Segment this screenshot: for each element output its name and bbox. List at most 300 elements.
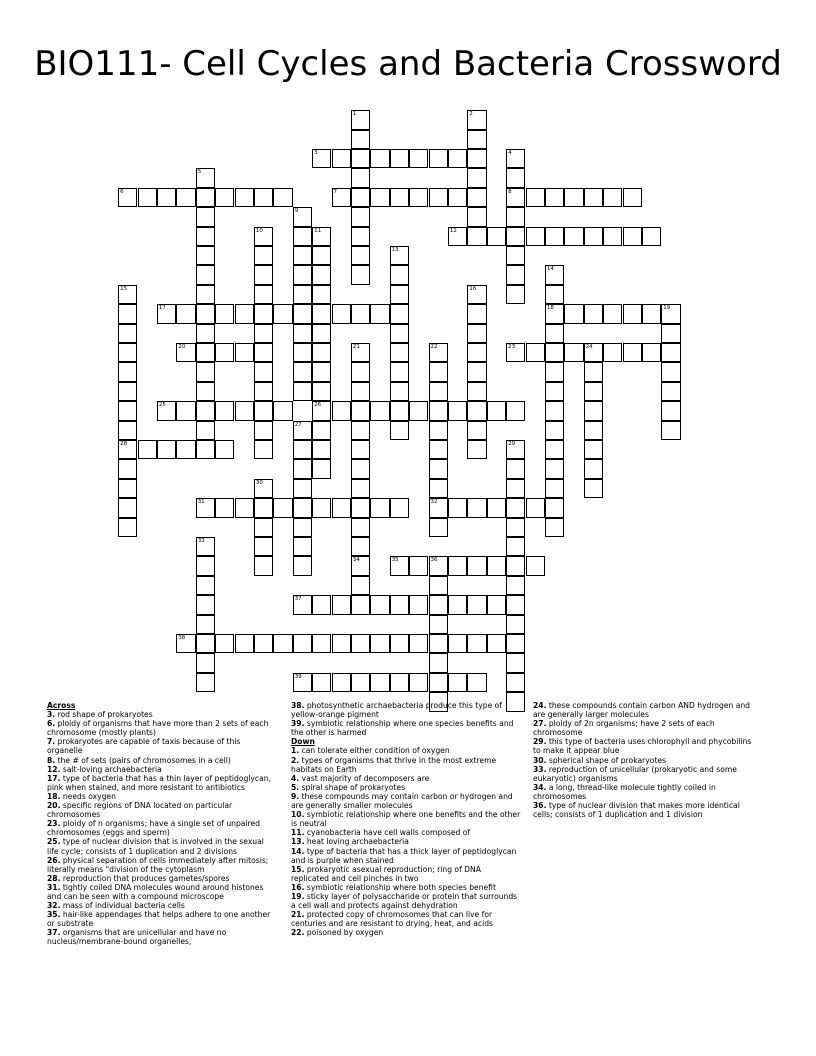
grid-cell[interactable]	[661, 324, 680, 343]
grid-cell[interactable]	[526, 343, 545, 362]
grid-cell[interactable]	[661, 401, 680, 420]
grid-cell[interactable]	[118, 459, 137, 478]
grid-cell[interactable]	[254, 421, 273, 440]
grid-cell[interactable]	[370, 188, 389, 207]
grid-cell[interactable]	[293, 673, 312, 692]
grid-cell[interactable]	[196, 498, 215, 517]
grid-cell[interactable]	[332, 149, 351, 168]
grid-cell[interactable]	[351, 401, 370, 420]
grid-cell[interactable]	[429, 595, 448, 614]
grid-cell[interactable]	[545, 227, 564, 246]
grid-cell[interactable]	[390, 362, 409, 381]
grid-cell[interactable]	[661, 362, 680, 381]
grid-cell[interactable]	[293, 440, 312, 459]
grid-cell[interactable]	[312, 285, 331, 304]
grid-cell[interactable]	[409, 634, 428, 653]
grid-cell[interactable]	[429, 459, 448, 478]
grid-cell[interactable]	[351, 459, 370, 478]
grid-cell[interactable]	[429, 653, 448, 672]
grid-cell[interactable]	[390, 595, 409, 614]
grid-cell[interactable]	[448, 149, 467, 168]
grid-cell[interactable]	[584, 304, 603, 323]
grid-cell[interactable]	[545, 459, 564, 478]
grid-cell[interactable]	[584, 227, 603, 246]
grid-cell[interactable]	[429, 556, 448, 575]
grid-cell[interactable]	[429, 518, 448, 537]
grid-cell[interactable]	[467, 207, 486, 226]
grid-cell[interactable]	[351, 304, 370, 323]
grid-cell[interactable]	[467, 130, 486, 149]
grid-cell[interactable]	[623, 227, 642, 246]
grid-cell[interactable]	[293, 459, 312, 478]
grid-cell[interactable]	[196, 653, 215, 672]
grid-cell[interactable]	[157, 304, 176, 323]
grid-cell[interactable]	[293, 421, 312, 440]
grid-cell[interactable]	[390, 343, 409, 362]
grid-cell[interactable]	[487, 595, 506, 614]
grid-cell[interactable]	[545, 304, 564, 323]
grid-cell[interactable]	[118, 362, 137, 381]
grid-cell[interactable]	[293, 246, 312, 265]
grid-cell[interactable]	[312, 421, 331, 440]
grid-cell[interactable]	[254, 382, 273, 401]
grid-cell[interactable]	[409, 595, 428, 614]
grid-cell[interactable]	[429, 615, 448, 634]
grid-cell[interactable]	[196, 168, 215, 187]
grid-cell[interactable]	[545, 401, 564, 420]
grid-cell[interactable]	[312, 324, 331, 343]
grid-cell[interactable]	[390, 246, 409, 265]
grid-cell[interactable]	[526, 556, 545, 575]
grid-cell[interactable]	[235, 188, 254, 207]
grid-cell[interactable]	[584, 479, 603, 498]
grid-cell[interactable]	[506, 615, 525, 634]
grid-cell[interactable]	[351, 265, 370, 284]
grid-cell[interactable]	[429, 576, 448, 595]
grid-cell[interactable]	[603, 227, 622, 246]
grid-cell[interactable]	[564, 227, 583, 246]
grid-cell[interactable]	[351, 227, 370, 246]
grid-cell[interactable]	[254, 324, 273, 343]
grid-cell[interactable]	[584, 188, 603, 207]
grid-cell[interactable]	[506, 479, 525, 498]
grid-cell[interactable]	[409, 556, 428, 575]
grid-cell[interactable]	[603, 343, 622, 362]
grid-cell[interactable]	[293, 537, 312, 556]
grid-cell[interactable]	[254, 362, 273, 381]
grid-cell[interactable]	[390, 304, 409, 323]
grid-cell[interactable]	[390, 634, 409, 653]
grid-cell[interactable]	[390, 188, 409, 207]
grid-cell[interactable]	[526, 227, 545, 246]
grid-cell[interactable]	[506, 227, 525, 246]
grid-cell[interactable]	[312, 362, 331, 381]
grid-cell[interactable]	[409, 188, 428, 207]
grid-cell[interactable]	[467, 324, 486, 343]
grid-cell[interactable]	[254, 246, 273, 265]
grid-cell[interactable]	[390, 673, 409, 692]
grid-cell[interactable]	[293, 324, 312, 343]
grid-cell[interactable]	[545, 324, 564, 343]
grid-cell[interactable]	[506, 168, 525, 187]
grid-cell[interactable]	[312, 498, 331, 517]
grid-cell[interactable]	[215, 304, 234, 323]
grid-cell[interactable]	[429, 498, 448, 517]
grid-cell[interactable]	[157, 188, 176, 207]
grid-cell[interactable]	[254, 537, 273, 556]
grid-cell[interactable]	[370, 401, 389, 420]
grid-cell[interactable]	[545, 188, 564, 207]
grid-cell[interactable]	[118, 324, 137, 343]
grid-cell[interactable]	[661, 343, 680, 362]
grid-cell[interactable]	[545, 285, 564, 304]
grid-cell[interactable]	[506, 246, 525, 265]
grid-cell[interactable]	[312, 343, 331, 362]
grid-cell[interactable]	[526, 188, 545, 207]
grid-cell[interactable]	[138, 188, 157, 207]
grid-cell[interactable]	[351, 362, 370, 381]
grid-cell[interactable]	[118, 285, 137, 304]
grid-cell[interactable]	[506, 149, 525, 168]
grid-cell[interactable]	[623, 304, 642, 323]
grid-cell[interactable]	[448, 595, 467, 614]
grid-cell[interactable]	[545, 440, 564, 459]
grid-cell[interactable]	[157, 401, 176, 420]
grid-cell[interactable]	[467, 440, 486, 459]
grid-cell[interactable]	[506, 265, 525, 284]
grid-cell[interactable]	[196, 537, 215, 556]
grid-cell[interactable]	[506, 207, 525, 226]
grid-cell[interactable]	[467, 556, 486, 575]
grid-cell[interactable]	[506, 518, 525, 537]
grid-cell[interactable]	[545, 479, 564, 498]
grid-cell[interactable]	[545, 362, 564, 381]
grid-cell[interactable]	[312, 246, 331, 265]
grid-cell[interactable]	[584, 382, 603, 401]
grid-cell[interactable]	[545, 518, 564, 537]
grid-cell[interactable]	[273, 188, 292, 207]
grid-cell[interactable]	[196, 362, 215, 381]
grid-cell[interactable]	[351, 537, 370, 556]
grid-cell[interactable]	[448, 556, 467, 575]
grid-cell[interactable]	[293, 227, 312, 246]
grid-cell[interactable]	[370, 304, 389, 323]
grid-cell[interactable]	[390, 421, 409, 440]
grid-cell[interactable]	[351, 168, 370, 187]
grid-cell[interactable]	[312, 401, 331, 420]
grid-cell[interactable]	[429, 343, 448, 362]
grid-cell[interactable]	[235, 634, 254, 653]
grid-cell[interactable]	[332, 634, 351, 653]
grid-cell[interactable]	[351, 207, 370, 226]
grid-cell[interactable]	[273, 634, 292, 653]
grid-cell[interactable]	[390, 382, 409, 401]
grid-cell[interactable]	[351, 130, 370, 149]
grid-cell[interactable]	[254, 304, 273, 323]
grid-cell[interactable]	[293, 634, 312, 653]
grid-cell[interactable]	[564, 188, 583, 207]
grid-cell[interactable]	[390, 401, 409, 420]
grid-cell[interactable]	[273, 304, 292, 323]
grid-cell[interactable]	[176, 343, 195, 362]
grid-cell[interactable]	[390, 285, 409, 304]
grid-cell[interactable]	[235, 304, 254, 323]
grid-cell[interactable]	[467, 382, 486, 401]
grid-cell[interactable]	[254, 401, 273, 420]
grid-cell[interactable]	[467, 634, 486, 653]
grid-cell[interactable]	[196, 673, 215, 692]
grid-cell[interactable]	[390, 556, 409, 575]
grid-cell[interactable]	[254, 265, 273, 284]
grid-cell[interactable]	[370, 634, 389, 653]
grid-cell[interactable]	[409, 149, 428, 168]
grid-cell[interactable]	[312, 634, 331, 653]
grid-cell[interactable]	[584, 362, 603, 381]
grid-cell[interactable]	[623, 188, 642, 207]
grid-cell[interactable]	[506, 595, 525, 614]
grid-cell[interactable]	[467, 149, 486, 168]
grid-cell[interactable]	[215, 401, 234, 420]
grid-cell[interactable]	[467, 110, 486, 129]
grid-cell[interactable]	[390, 324, 409, 343]
grid-cell[interactable]	[157, 440, 176, 459]
grid-cell[interactable]	[487, 227, 506, 246]
grid-cell[interactable]	[118, 498, 137, 517]
grid-cell[interactable]	[176, 401, 195, 420]
grid-cell[interactable]	[351, 498, 370, 517]
grid-cell[interactable]	[118, 440, 137, 459]
grid-cell[interactable]	[196, 382, 215, 401]
grid-cell[interactable]	[448, 498, 467, 517]
grid-cell[interactable]	[467, 421, 486, 440]
grid-cell[interactable]	[429, 382, 448, 401]
grid-cell[interactable]	[254, 440, 273, 459]
grid-cell[interactable]	[429, 188, 448, 207]
grid-cell[interactable]	[332, 673, 351, 692]
grid-cell[interactable]	[215, 343, 234, 362]
grid-cell[interactable]	[293, 207, 312, 226]
grid-cell[interactable]	[351, 673, 370, 692]
grid-cell[interactable]	[467, 498, 486, 517]
grid-cell[interactable]	[584, 459, 603, 478]
grid-cell[interactable]	[506, 285, 525, 304]
grid-cell[interactable]	[584, 440, 603, 459]
grid-cell[interactable]	[293, 285, 312, 304]
grid-cell[interactable]	[254, 343, 273, 362]
grid-cell[interactable]	[254, 227, 273, 246]
grid-cell[interactable]	[312, 673, 331, 692]
grid-cell[interactable]	[584, 401, 603, 420]
grid-cell[interactable]	[390, 498, 409, 517]
grid-cell[interactable]	[196, 304, 215, 323]
grid-cell[interactable]	[312, 227, 331, 246]
grid-cell[interactable]	[293, 595, 312, 614]
grid-cell[interactable]	[235, 401, 254, 420]
grid-cell[interactable]	[196, 634, 215, 653]
grid-cell[interactable]	[312, 149, 331, 168]
grid-cell[interactable]	[254, 518, 273, 537]
grid-cell[interactable]	[467, 343, 486, 362]
grid-cell[interactable]	[254, 556, 273, 575]
grid-cell[interactable]	[351, 556, 370, 575]
grid-cell[interactable]	[506, 188, 525, 207]
grid-cell[interactable]	[351, 149, 370, 168]
grid-cell[interactable]	[351, 110, 370, 129]
grid-cell[interactable]	[273, 498, 292, 517]
grid-cell[interactable]	[118, 518, 137, 537]
grid-cell[interactable]	[370, 595, 389, 614]
grid-cell[interactable]	[235, 343, 254, 362]
grid-cell[interactable]	[196, 265, 215, 284]
grid-cell[interactable]	[448, 673, 467, 692]
grid-cell[interactable]	[351, 479, 370, 498]
grid-cell[interactable]	[312, 595, 331, 614]
grid-cell[interactable]	[487, 498, 506, 517]
grid-cell[interactable]	[118, 421, 137, 440]
grid-cell[interactable]	[351, 518, 370, 537]
grid-cell[interactable]	[196, 440, 215, 459]
grid-cell[interactable]	[118, 304, 137, 323]
grid-cell[interactable]	[254, 188, 273, 207]
grid-cell[interactable]	[642, 343, 661, 362]
grid-cell[interactable]	[429, 401, 448, 420]
grid-cell[interactable]	[332, 188, 351, 207]
grid-cell[interactable]	[545, 498, 564, 517]
grid-cell[interactable]	[351, 246, 370, 265]
grid-cell[interactable]	[506, 401, 525, 420]
grid-cell[interactable]	[176, 634, 195, 653]
grid-cell[interactable]	[429, 440, 448, 459]
grid-cell[interactable]	[506, 673, 525, 692]
grid-cell[interactable]	[118, 382, 137, 401]
grid-cell[interactable]	[351, 634, 370, 653]
grid-cell[interactable]	[332, 595, 351, 614]
grid-cell[interactable]	[429, 149, 448, 168]
grid-cell[interactable]	[467, 673, 486, 692]
grid-cell[interactable]	[273, 401, 292, 420]
grid-cell[interactable]	[526, 498, 545, 517]
grid-cell[interactable]	[196, 576, 215, 595]
grid-cell[interactable]	[312, 304, 331, 323]
grid-cell[interactable]	[293, 304, 312, 323]
grid-cell[interactable]	[235, 498, 254, 517]
grid-cell[interactable]	[293, 343, 312, 362]
grid-cell[interactable]	[429, 421, 448, 440]
grid-cell[interactable]	[293, 265, 312, 284]
grid-cell[interactable]	[467, 304, 486, 323]
grid-cell[interactable]	[409, 673, 428, 692]
grid-cell[interactable]	[196, 188, 215, 207]
grid-cell[interactable]	[254, 634, 273, 653]
grid-cell[interactable]	[351, 576, 370, 595]
grid-cell[interactable]	[118, 401, 137, 420]
grid-cell[interactable]	[312, 265, 331, 284]
grid-cell[interactable]	[467, 401, 486, 420]
grid-cell[interactable]	[642, 227, 661, 246]
grid-cell[interactable]	[564, 304, 583, 323]
grid-cell[interactable]	[196, 615, 215, 634]
grid-cell[interactable]	[545, 382, 564, 401]
grid-cell[interactable]	[118, 188, 137, 207]
grid-cell[interactable]	[467, 595, 486, 614]
grid-cell[interactable]	[429, 362, 448, 381]
grid-cell[interactable]	[254, 285, 273, 304]
grid-cell[interactable]	[254, 498, 273, 517]
grid-cell[interactable]	[661, 421, 680, 440]
grid-cell[interactable]	[506, 537, 525, 556]
grid-cell[interactable]	[215, 634, 234, 653]
grid-cell[interactable]	[196, 556, 215, 575]
grid-cell[interactable]	[642, 304, 661, 323]
grid-cell[interactable]	[661, 382, 680, 401]
grid-cell[interactable]	[390, 265, 409, 284]
grid-cell[interactable]	[351, 343, 370, 362]
grid-cell[interactable]	[196, 401, 215, 420]
grid-cell[interactable]	[448, 227, 467, 246]
grid-cell[interactable]	[293, 498, 312, 517]
grid-cell[interactable]	[176, 188, 195, 207]
grid-cell[interactable]	[661, 304, 680, 323]
grid-cell[interactable]	[370, 498, 389, 517]
grid-cell[interactable]	[332, 304, 351, 323]
grid-cell[interactable]	[196, 285, 215, 304]
grid-cell[interactable]	[429, 634, 448, 653]
grid-cell[interactable]	[312, 382, 331, 401]
grid-cell[interactable]	[506, 653, 525, 672]
grid-cell[interactable]	[506, 634, 525, 653]
grid-cell[interactable]	[467, 227, 486, 246]
grid-cell[interactable]	[196, 324, 215, 343]
grid-cell[interactable]	[429, 479, 448, 498]
grid-cell[interactable]	[487, 634, 506, 653]
grid-cell[interactable]	[196, 207, 215, 226]
grid-cell[interactable]	[351, 382, 370, 401]
grid-cell[interactable]	[293, 518, 312, 537]
grid-cell[interactable]	[351, 421, 370, 440]
grid-cell[interactable]	[390, 149, 409, 168]
grid-cell[interactable]	[584, 343, 603, 362]
grid-cell[interactable]	[564, 343, 583, 362]
grid-cell[interactable]	[215, 188, 234, 207]
grid-cell[interactable]	[467, 285, 486, 304]
grid-cell[interactable]	[254, 479, 273, 498]
grid-cell[interactable]	[370, 673, 389, 692]
grid-cell[interactable]	[506, 498, 525, 517]
grid-cell[interactable]	[215, 440, 234, 459]
grid-cell[interactable]	[545, 343, 564, 362]
grid-cell[interactable]	[351, 440, 370, 459]
grid-cell[interactable]	[603, 188, 622, 207]
grid-cell[interactable]	[196, 246, 215, 265]
grid-cell[interactable]	[506, 459, 525, 478]
grid-cell[interactable]	[370, 149, 389, 168]
grid-cell[interactable]	[293, 556, 312, 575]
grid-cell[interactable]	[584, 421, 603, 440]
grid-cell[interactable]	[506, 556, 525, 575]
grid-cell[interactable]	[293, 382, 312, 401]
grid-cell[interactable]	[487, 556, 506, 575]
grid-cell[interactable]	[467, 168, 486, 187]
grid-cell[interactable]	[448, 634, 467, 653]
grid-cell[interactable]	[545, 265, 564, 284]
grid-cell[interactable]	[506, 440, 525, 459]
grid-cell[interactable]	[196, 421, 215, 440]
grid-cell[interactable]	[506, 343, 525, 362]
grid-cell[interactable]	[623, 343, 642, 362]
grid-cell[interactable]	[603, 304, 622, 323]
grid-cell[interactable]	[215, 498, 234, 517]
grid-cell[interactable]	[332, 401, 351, 420]
